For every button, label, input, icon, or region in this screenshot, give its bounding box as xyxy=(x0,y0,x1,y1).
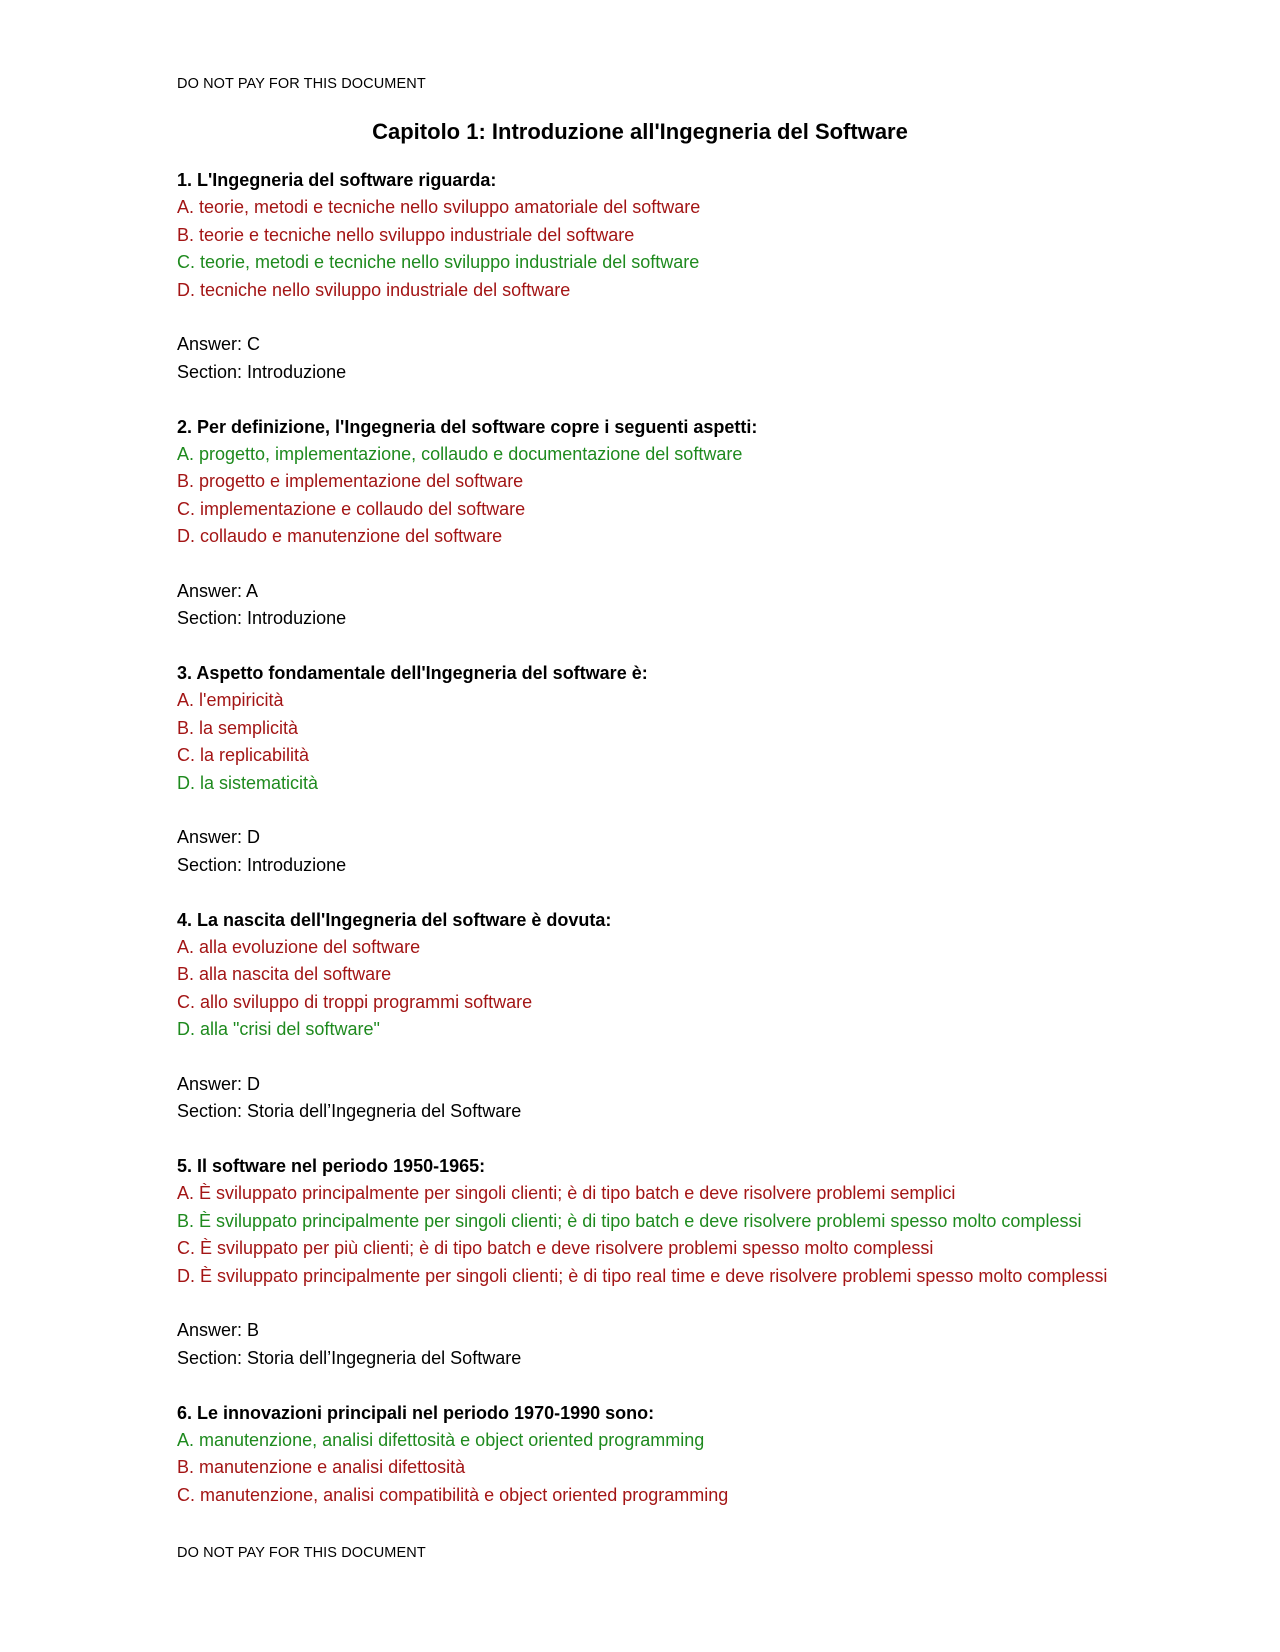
answer-option: C. implementazione e collaudo del software xyxy=(177,498,526,519)
question-block xyxy=(177,1400,1267,1510)
correct-option: C. teorie, metodi e tecniche nello sviluppo industriale del software xyxy=(177,252,700,273)
answer-option: D. collaudo e manutenzione del software xyxy=(177,526,503,547)
correct-option: D. alla "crisi del software" xyxy=(177,1019,380,1040)
page-title: Capitolo 1: Introduzione all'Ingegneria del Software xyxy=(372,119,908,144)
spacer xyxy=(177,797,1267,824)
question-text: 3. Aspetto fondamentale dell'Ingegneria del software è: xyxy=(177,663,648,684)
spacer xyxy=(177,550,1267,577)
answer-option: B. teorie e tecniche nello sviluppo industriale del software xyxy=(177,224,635,245)
answer-option: B. progetto e implementazione del software xyxy=(177,471,524,492)
question-text: 4. La nascita dell'Ingegneria del software è dovuta: xyxy=(177,909,612,930)
spacer xyxy=(177,1044,1267,1071)
question-block xyxy=(177,414,1267,661)
answer-option: B. la semplicità xyxy=(177,717,299,738)
question-text: 1. L'Ingegneria del software riguarda: xyxy=(177,170,497,190)
question-text: 6. Le innovazioni principali nel periodo 1970-1990 sono: xyxy=(177,1402,655,1423)
answer-option: B. manutenzione e analisi difettosità xyxy=(177,1457,466,1478)
answer-option: A. alla evoluzione del software xyxy=(177,936,421,957)
answer-option: B. alla nascita del software xyxy=(177,964,392,985)
answer-option: A. teorie, metodi e tecniche nello sviluppo amatoriale del software xyxy=(177,197,701,218)
answer-option: C. È sviluppato per più clienti; è di tipo batch e deve risolvere problemi spesso molto complessi xyxy=(177,1238,934,1259)
answer-option: D. tecniche nello sviluppo industriale del software xyxy=(177,279,571,300)
correct-option: A. progetto, implementazione, collaudo e documentazione del software xyxy=(177,443,743,464)
answer-label: Answer: A xyxy=(177,580,259,601)
spacer xyxy=(177,386,1267,413)
section-label: Section: Storia dell’Ingegneria del Software xyxy=(177,1347,522,1368)
question-block xyxy=(177,1153,1267,1400)
spacer xyxy=(177,1372,1267,1399)
footer-note: DO NOT PAY FOR THIS DOCUMENT xyxy=(177,1545,426,1561)
correct-option: D. la sistematicità xyxy=(177,772,319,793)
spacer xyxy=(177,633,1267,660)
question-list xyxy=(177,167,1267,1509)
question-block xyxy=(177,907,1267,1154)
section-label: Section: Introduzione xyxy=(177,361,347,382)
question-text: 2. Per definizione, l'Ingegneria del software copre i seguenti aspetti: xyxy=(177,416,758,437)
answer-option: D. È sviluppato principalmente per singoli clienti; è di tipo real time e deve risolvere problemi spesso molto complessi xyxy=(177,1265,1108,1286)
answer-label: Answer: D xyxy=(177,827,261,848)
spacer xyxy=(177,304,1267,331)
correct-option: A. manutenzione, analisi difettosità e object oriented programming xyxy=(177,1429,705,1450)
header-note: DO NOT PAY FOR THIS DOCUMENT xyxy=(177,76,426,92)
spacer xyxy=(177,1290,1267,1317)
answer-label: Answer: C xyxy=(177,334,261,355)
answer-option: A. È sviluppato principalmente per singoli clienti; è di tipo batch e deve risolvere problemi semplici xyxy=(177,1183,956,1204)
section-label: Section: Introduzione xyxy=(177,854,347,875)
spacer xyxy=(177,1126,1267,1153)
question-block xyxy=(177,167,1267,414)
section-label: Section: Storia dell’Ingegneria del Software xyxy=(177,1101,522,1122)
correct-option: B. È sviluppato principalmente per singoli clienti; è di tipo batch e deve risolvere problemi spesso molto complessi xyxy=(177,1210,1082,1231)
question-block xyxy=(177,660,1267,907)
spacer xyxy=(177,879,1267,906)
answer-label: Answer: D xyxy=(177,1073,261,1094)
answer-option: C. allo sviluppo di troppi programmi software xyxy=(177,991,533,1012)
answer-label: Answer: B xyxy=(177,1320,260,1341)
section-label: Section: Introduzione xyxy=(177,608,347,629)
answer-option: A. l'empiricità xyxy=(177,690,284,711)
answer-option: C. la replicabilità xyxy=(177,745,310,766)
answer-option: C. manutenzione, analisi compatibilità e object oriented programming xyxy=(177,1484,729,1505)
question-text: 5. Il software nel periodo 1950-1965: xyxy=(177,1156,486,1177)
